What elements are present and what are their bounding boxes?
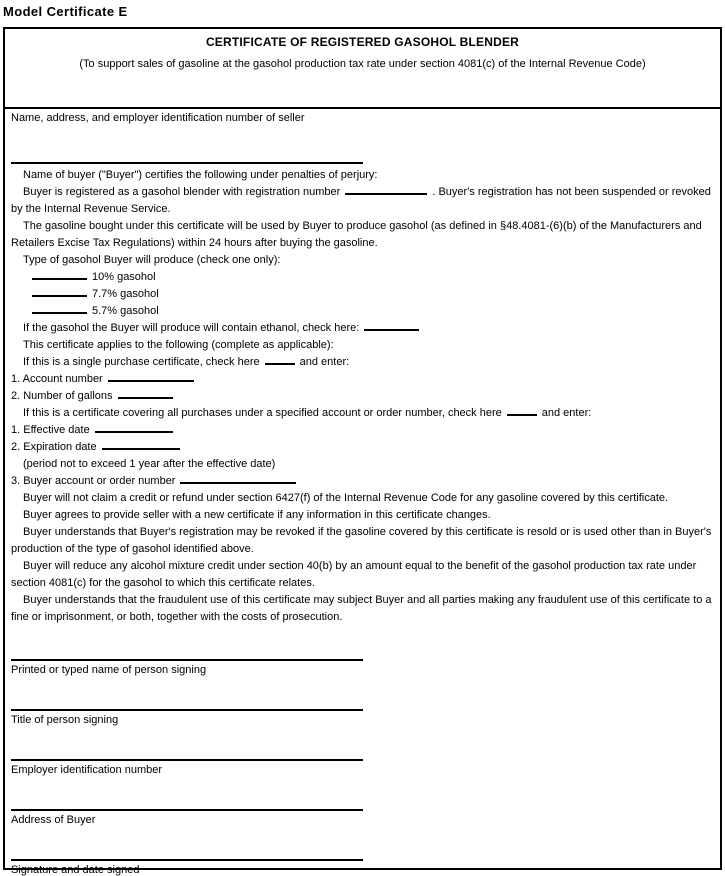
gasohol-option-row-57 [5, 303, 720, 320]
account-number-label: 1. Account number [11, 373, 103, 385]
certificate-subtitle: (To support sales of gasoline at the gasohol production tax rate under section 4081(c) of the Internal Revenue Code) [79, 58, 646, 70]
new-certificate-statement: Buyer agrees to provide seller with a new certificate if any information in this certificate changes. [23, 509, 491, 521]
period-note: (period not to exceed 1 year after the effective date) [23, 458, 276, 470]
order-number-item [5, 473, 720, 490]
signature-date-block [11, 859, 363, 876]
account-number-item [5, 371, 720, 388]
credit-reduction-statement: Buyer will reduce any alcohol mixture credit under section 40(b) by an amount equal to the benefit of the gasohol production tax rate under section 4081(c) for the gasohol to which this certificate relates. [11, 560, 697, 589]
gasohol-option-label-77: 7.7% gasohol [92, 288, 159, 300]
single-purchase-statement [5, 354, 720, 371]
fraud-statement: Buyer understands that the fraudulent use of this certificate may subject Buyer and all parties making any fraudulent use of this certificate to a fine or imprisonment, or both, together with the costs of prosecution. [11, 594, 712, 623]
covering-check-line[interactable] [507, 414, 537, 416]
signature-section [5, 659, 720, 876]
registration-text-before: Buyer is registered as a gasohol blender with registration number [23, 186, 341, 198]
gasohol-option-label-57: 5.7% gasohol [92, 305, 159, 317]
expiration-date-item [5, 439, 720, 456]
registration-number-line[interactable] [345, 193, 427, 195]
gallons-line[interactable] [118, 397, 173, 399]
gallons-item [5, 388, 720, 405]
seller-info-label: Name, address, and employer identification number of seller [11, 112, 305, 124]
ethanol-check-text: If the gasohol the Buyer will produce will contain ethanol, check here: [23, 322, 360, 334]
certificate-box [3, 27, 722, 876]
printed-name-block [11, 659, 363, 676]
ein-label: Employer identification number [11, 764, 163, 776]
ein-block [11, 759, 363, 776]
applies-statement: This certificate applies to the following (complete as applicable): [23, 339, 334, 351]
gasohol-option-row-10 [5, 269, 720, 286]
order-number-label: 3. Buyer account or order number [11, 475, 176, 487]
single-purchase-text-before: If this is a single purchase certificate, check here [23, 356, 260, 368]
expiration-date-label: 2. Expiration date [11, 441, 97, 453]
effective-date-label: 1. Effective date [11, 424, 90, 436]
gasoline-use-statement: The gasoline bought under this certificate will be used by Buyer to produce gasohol (as defined in §48.4081-(6)(b) of the Manufacturers and Retailers Excise Tax Regulations) within 24 hours after buying the gasoline. [11, 220, 702, 249]
title-block [11, 709, 363, 726]
no-credit-statement: Buyer will not claim a credit or refund under section 6427(f) of the Internal Revenue Code for any gasoline covered by this certificate. [23, 492, 669, 504]
gasohol-option-check-line-10[interactable] [32, 278, 87, 280]
effective-date-line[interactable] [95, 431, 173, 433]
registration-text-after: . Buyer's registration has not been suspended or revoked by the Internal Revenue Service. [11, 186, 711, 215]
expiration-date-line[interactable] [102, 448, 180, 450]
single-purchase-check-line[interactable] [265, 363, 295, 365]
buyer-name-entry-line[interactable] [11, 162, 363, 164]
revocation-statement: Buyer understands that Buyer's registration may be revoked if the gasoline covered by this certificate is resold or is used other than in Buyer's production of the type of gasohol identified above. [11, 526, 712, 555]
ethanol-check-statement [5, 320, 720, 337]
gasohol-option-row-77 [5, 286, 720, 303]
gasohol-option-check-line-77[interactable] [32, 295, 87, 297]
single-purchase-text-after: and enter: [299, 356, 350, 368]
covering-text-after: and enter: [541, 407, 592, 419]
seller-info-entry-area[interactable] [5, 124, 720, 162]
title-label: Title of person signing [11, 714, 119, 726]
certificate-body [5, 167, 720, 626]
registration-statement [5, 184, 720, 218]
buyer-address-label: Address of Buyer [11, 814, 96, 826]
perjury-statement: Name of buyer ("Buyer") certifies the following under penalties of perjury: [23, 169, 378, 181]
account-number-line[interactable] [108, 380, 194, 382]
printed-name-label: Printed or typed name of person signing [11, 664, 207, 676]
gasohol-option-label-10: 10% gasohol [92, 271, 156, 283]
gallons-label: 2. Number of gallons [11, 390, 113, 402]
covering-purchases-statement [5, 405, 720, 422]
buyer-address-block [11, 809, 363, 826]
page-heading: Model Certificate E [3, 4, 128, 19]
order-number-line[interactable] [180, 482, 296, 484]
gasohol-option-check-line-57[interactable] [32, 312, 87, 314]
effective-date-item [5, 422, 720, 439]
gasohol-type-heading: Type of gasohol Buyer will produce (check one only): [23, 254, 281, 266]
certificate-title: CERTIFICATE OF REGISTERED GASOHOL BLENDER [205, 35, 520, 49]
ethanol-check-line[interactable] [364, 329, 419, 331]
signature-date-label: Signature and date signed [11, 864, 140, 876]
covering-text-before: If this is a certificate covering all purchases under a specified account or order number, check here [23, 407, 502, 419]
